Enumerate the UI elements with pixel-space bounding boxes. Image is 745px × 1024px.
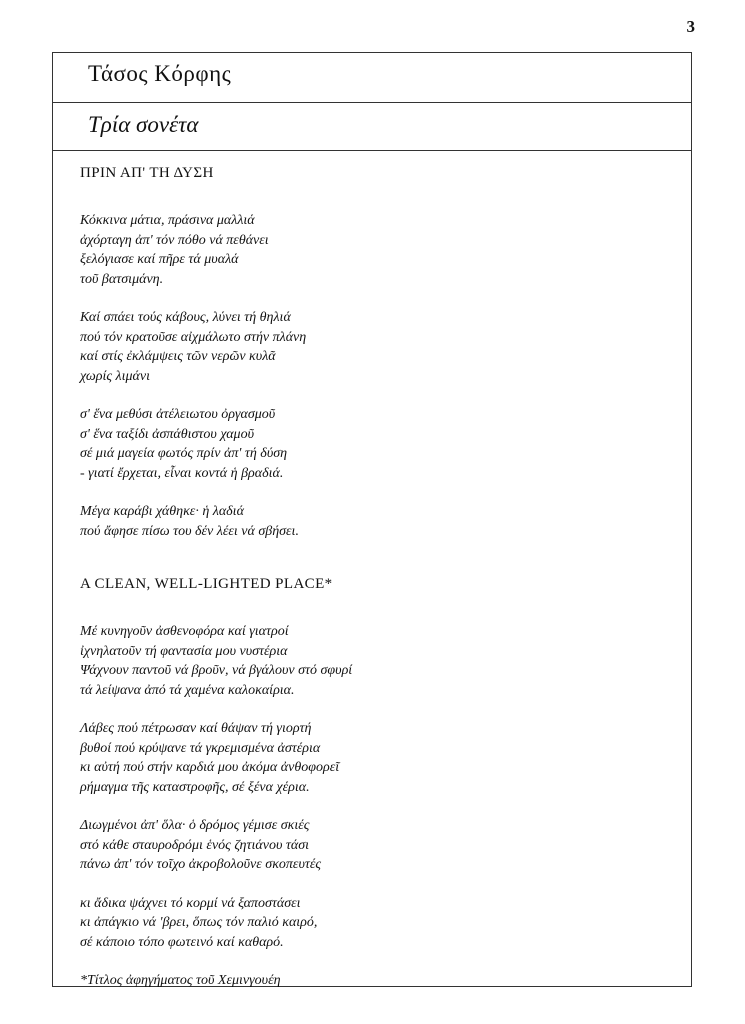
poem-line: σέ κάποιο τόπο φωτεινό καί καθαρό. bbox=[80, 934, 284, 950]
poem-line: κι αὐτή πού στήν καρδιά μου ἀκόμα ἀνθοφορεῖ bbox=[80, 760, 340, 775]
poem-line: Ψάχνουν παντοῦ νά βροῦν, νά βγάλουν στό σφυρί bbox=[80, 663, 353, 678]
poem-line: ἰχνηλατοῦν τή φαντασία μου νυστέρια bbox=[80, 643, 288, 659]
stanza bbox=[80, 894, 670, 953]
poem-line: τά λείψανα ἀπό τά χαμένα καλοκαίρια. bbox=[80, 682, 295, 698]
poem-line: Διωγμένοι ἀπ' ὅλα· ὁ δρόμος γέμισε σκιές bbox=[80, 818, 310, 833]
stanza bbox=[80, 211, 670, 289]
stanza bbox=[80, 502, 670, 541]
poem-line: ἀχόρταγη ἀπ' τόν πόθο νά πεθάνει bbox=[80, 232, 269, 248]
page-number: 3 bbox=[686, 17, 695, 36]
poem-line: Κόκκινα μάτια, πράσινα μαλλιά bbox=[80, 213, 255, 228]
poem-frame bbox=[52, 52, 692, 987]
stanza bbox=[80, 308, 670, 386]
poem-line: ρήμαγμα τῆς καταστροφῆς, σέ ξένα χέρια. bbox=[80, 779, 310, 795]
poem-line: πού ἄφησε πίσω του δέν λέει νά σβήσει. bbox=[80, 523, 299, 539]
footnote: *Τίτλος ἀφηγήματος τοῦ Χεμινγουέη bbox=[80, 973, 281, 988]
collection-title: Τρία σονέτα bbox=[88, 112, 199, 137]
poem-title: ΠΡΙΝ ΑΠ' ΤΗ ΔΥΣΗ bbox=[80, 165, 214, 181]
author-row bbox=[53, 53, 691, 103]
poem-line: πού τόν κρατοῦσε αἰχμάλωτο στήν πλάνη bbox=[80, 329, 307, 345]
poems-content bbox=[80, 163, 670, 990]
poem-line: καί στίς ἐκλάμψεις τῶν νερῶν κυλᾶ bbox=[80, 349, 276, 364]
poem-line: κι ἄδικα ψάχνει τό κορμί νά ξαποστάσει bbox=[80, 895, 301, 911]
collection-row bbox=[53, 103, 691, 151]
poem-line: χωρίς λιμάνι bbox=[80, 368, 150, 384]
poem-title: A CLEAN, WELL-LIGHTED PLACE* bbox=[80, 576, 333, 592]
poem-line: ξελόγιασε καί πῆρε τά μυαλά bbox=[80, 252, 239, 267]
author-name: Τάσος Κόρφης bbox=[88, 61, 232, 86]
stanza bbox=[80, 816, 670, 875]
stanza bbox=[80, 405, 670, 483]
poem-line: Μέ κυνηγοῦν ἀσθενοφόρα καί γιατροί bbox=[80, 624, 289, 639]
poem-line: σέ μιά μαγεία φωτός πρίν ἀπ' τή δύση bbox=[80, 446, 288, 461]
poem-line: Μέγα καράβι χάθηκε· ἡ λαδιά bbox=[80, 504, 244, 519]
poem-line: Λάβες πού πέτρωσαν καί θάψαν τή γιορτή bbox=[80, 721, 312, 736]
poem-line: στό κάθε σταυροδρόμι ἑνός ζητιάνου τάσι bbox=[80, 837, 310, 853]
poem-line: - γιατί ἔρχεται, εἶναι κοντά ἡ βραδιά. bbox=[80, 465, 284, 481]
stanza bbox=[80, 622, 670, 700]
poem-line: κι ἀπάγκιο νά 'βρει, ὅπως τόν παλιό καιρό, bbox=[80, 915, 318, 930]
poem-line: βυθοί πού κρύψανε τά γκρεμισμένα ἀστέρια bbox=[80, 740, 321, 756]
poem-line: τοῦ βατσιμάνη. bbox=[80, 271, 164, 287]
poem-line: Καί σπάει τούς κάβους, λύνει τή θηλιά bbox=[80, 310, 291, 325]
stanza bbox=[80, 719, 670, 797]
poem-line: σ' ἕνα μεθύσι ἀτέλειωτου ὀργασμοῦ bbox=[80, 407, 276, 422]
poem-line: σ' ἕνα ταξίδι ἀσπάθιστου χαμοῦ bbox=[80, 426, 255, 442]
poem-line: πάνω ἀπ' τόν τοῖχο ἀκροβολοῦνε σκοπευτές bbox=[80, 857, 322, 872]
